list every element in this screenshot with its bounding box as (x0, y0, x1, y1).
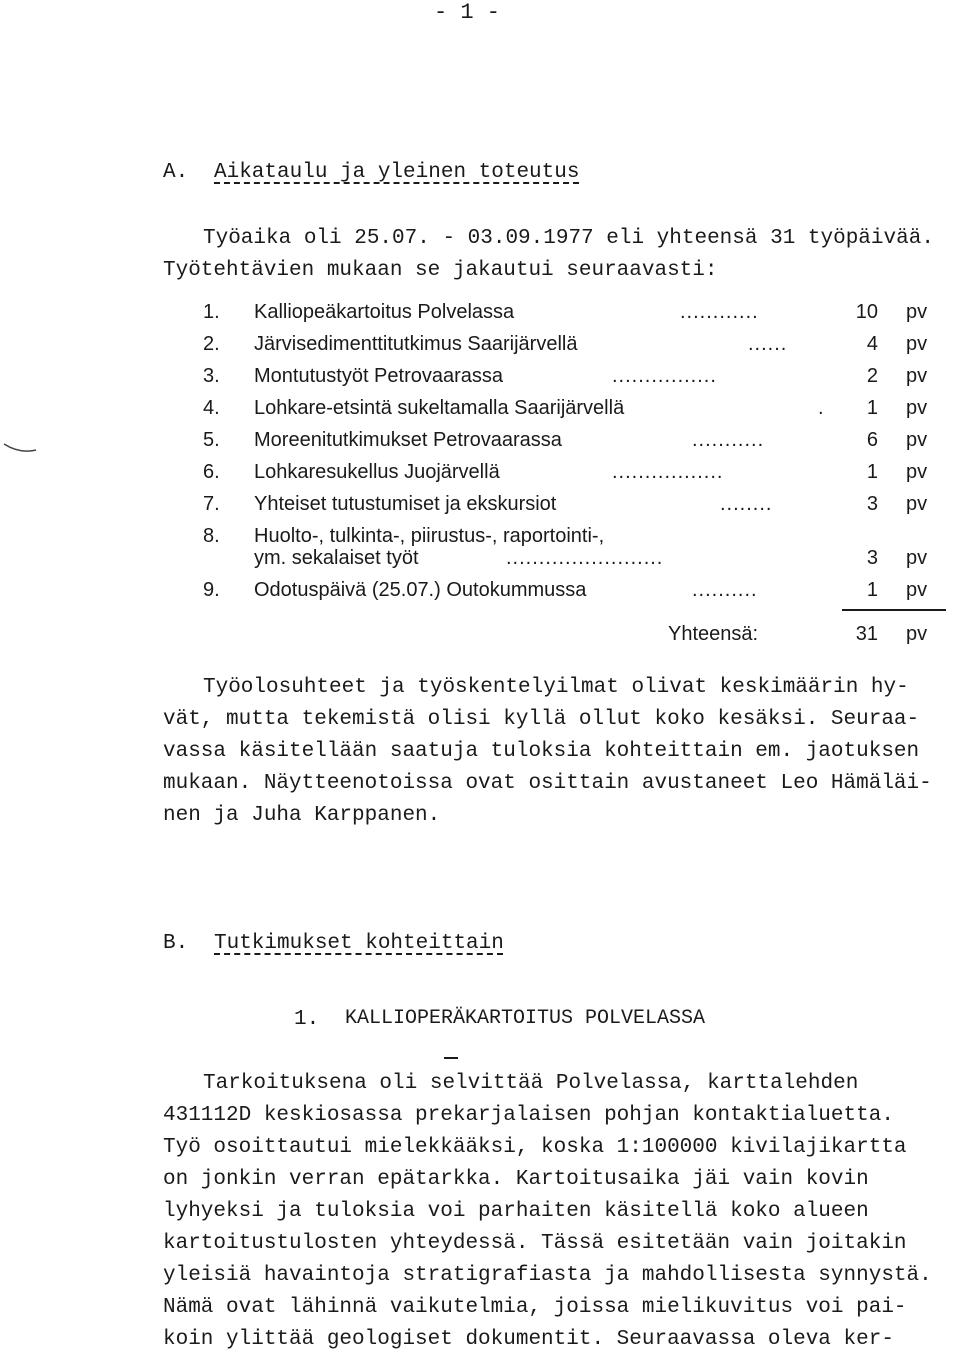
paragraph-line: Nämä ovat lähinnä vaikutelmia, joissa mielikuvitus voi pai- (163, 1296, 907, 1319)
task-dots: ............ (680, 301, 759, 323)
page-number: - 1 - (434, 0, 501, 25)
total-unit: pv (906, 623, 928, 645)
task-unit: pv (906, 397, 928, 419)
task-unit: pv (906, 365, 928, 387)
task-dots: .......... (692, 579, 758, 601)
sum-rule (842, 609, 946, 611)
task-days: 2 (866, 365, 878, 387)
task-label: Lohkare-etsintä sukeltamalla Saarijärvellä (254, 397, 625, 419)
task-unit: pv (906, 301, 928, 323)
subsection-title: KALLIOPERÄKARTOITUS POLVELASSA (345, 1007, 706, 1030)
task-dots: . (818, 397, 825, 419)
paragraph-line: yleisiä havaintoja stratigrafiasta ja mahdollisesta synnystä. (163, 1264, 932, 1287)
margin-mark-icon (2, 440, 42, 460)
task-num: 6. (203, 461, 220, 483)
paragraph-line: Tarkoituksena oli selvittää Polvelassa, karttalehden (203, 1072, 859, 1095)
task-num: 2. (203, 333, 220, 355)
task-num: 3. (203, 365, 220, 387)
task-dots: ........................ (506, 547, 664, 569)
subsection-number: 1. (294, 1008, 320, 1031)
task-unit: pv (906, 333, 928, 355)
paragraph-line: on jonkin verran epätarkka. Kartoitusaika jäi vain kovin (163, 1168, 869, 1191)
paragraph-line: lyhyeksi ja tuloksia voi parhaiten käsitellä koko alueen (163, 1200, 869, 1223)
task-unit: pv (906, 579, 928, 601)
task-label: Moreenitutkimukset Petrovaarassa (254, 429, 562, 451)
task-days: 4 (866, 333, 878, 355)
paragraph-line: 431112D keskiosassa prekarjalaisen pohjan kontaktialuetta. (163, 1104, 894, 1127)
total-days: 31 (855, 623, 878, 645)
task-num: 5. (203, 429, 220, 451)
task-unit: pv (906, 461, 928, 483)
task-days: 1 (866, 579, 878, 601)
intro-line-2: Työtehtävien mukaan se jakautui seuraavasti: (163, 259, 718, 282)
task-dots: ........ (720, 493, 773, 515)
task-days: 3 (866, 547, 878, 569)
task-dots: ................ (612, 365, 717, 387)
task-num: 8. (203, 525, 220, 547)
section-a-title: Aikataulu ja yleinen toteutus (214, 161, 580, 184)
section-b-title: Tutkimukset kohteittain (214, 932, 504, 955)
paragraph-line: Työ osoittautui mielekkääksi, koska 1:100000 kivilajikartta (163, 1136, 907, 1159)
task-unit: pv (906, 493, 928, 515)
task-label: Odotuspäivä (25.07.) Outokummussa (254, 579, 587, 601)
paragraph-line: vassa käsitellään saatuja tuloksia kohteittain em. jaotuksen (163, 740, 920, 763)
task-label-continued: ym. sekalaiset työt (254, 547, 419, 569)
paragraph-line: mukaan. Näytteenotoissa ovat osittain avustaneet Leo Hämäläi- (163, 772, 932, 795)
margin-dash (444, 1057, 458, 1059)
task-label: Järvisedimenttitutkimus Saarijärvellä (254, 333, 578, 355)
task-num: 7. (203, 493, 220, 515)
paragraph-line: koin ylittää geologiset dokumentit. Seuraavassa oleva ker- (163, 1328, 894, 1351)
task-label: Lohkaresukellus Juojärvellä (254, 461, 500, 483)
task-label: Montutustyöt Petrovaarassa (254, 365, 504, 387)
task-unit: pv (906, 429, 928, 451)
section-a-letter: A. (163, 161, 189, 184)
task-dots: ................. (612, 461, 724, 483)
section-b-letter: B. (163, 932, 189, 955)
task-dots: ........... (692, 429, 765, 451)
task-days: 10 (855, 301, 878, 323)
paragraph-line: nen ja Juha Karppanen. (163, 804, 441, 827)
total-label: Yhteensä: (668, 623, 759, 645)
intro-line-1: Työaika oli 25.07. - 03.09.1977 eli yhteensä 31 työpäivää. (203, 227, 934, 250)
paragraph-line: vät, mutta tekemistä olisi kyllä ollut koko kesäksi. Seuraa- (163, 708, 920, 731)
task-label: Huolto-, tulkinta-, piirustus-, raportointi-, (254, 525, 605, 547)
task-num: 1. (203, 301, 220, 323)
paragraph-line: kartoitustulosten yhteydessä. Tässä esitetään vain joitakin (163, 1232, 907, 1255)
task-days: 1 (866, 397, 878, 419)
task-label: Yhteiset tutustumiset ja ekskursiot (254, 493, 557, 515)
task-days: 1 (866, 461, 878, 483)
task-unit: pv (906, 547, 928, 569)
task-dots: ...... (748, 333, 788, 355)
paragraph-line: Työolosuhteet ja työskentelyilmat olivat keskimäärin hy- (203, 676, 909, 699)
task-num: 9. (203, 579, 220, 601)
task-days: 6 (866, 429, 878, 451)
task-days: 3 (866, 493, 878, 515)
task-num: 4. (203, 397, 220, 419)
task-label: Kalliopeäkartoitus Polvelassa (254, 301, 515, 323)
